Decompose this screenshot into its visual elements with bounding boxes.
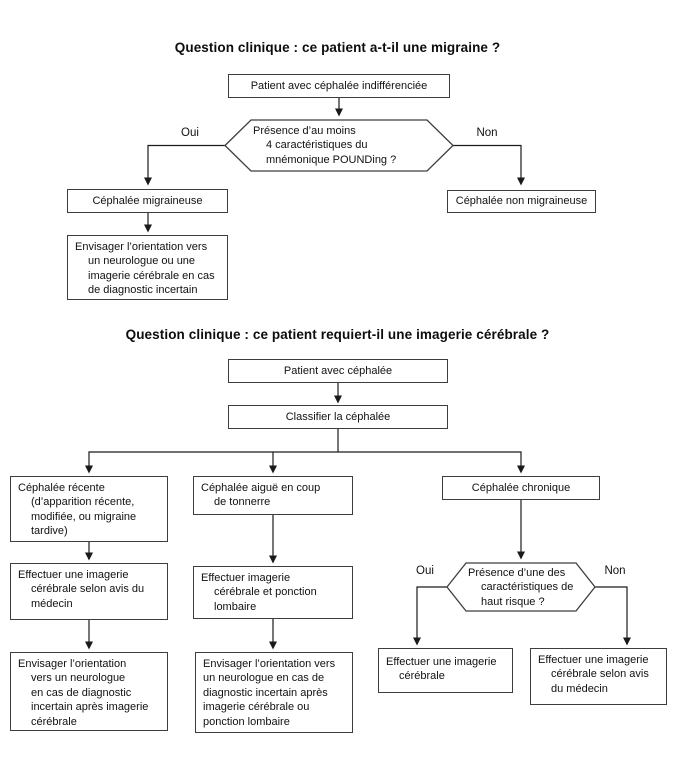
- node-effectuer-imagerie: Effectuer une imagerie cérébrale: [378, 648, 513, 693]
- label-oui-chart2: Oui: [416, 565, 434, 577]
- chart2-title: Question clinique : ce patient requiert-il une imagerie cérébrale ?: [125, 327, 550, 342]
- decision-pounding: [224, 119, 454, 172]
- node-imagerie-ponction-lombaire: Effectuer imagerie cérébrale et ponction lombaire: [193, 566, 353, 619]
- decision-haut-risque: [446, 562, 596, 612]
- decision-line: 4 caractéristiques du: [266, 139, 368, 152]
- node-orientation-apres-imagerie: Envisager l’orientation vers un neurologue en cas de diagnostic incertain après imagerie cérébrale: [10, 652, 168, 731]
- decision-line: Présence d’au moins: [253, 125, 356, 137]
- node-cephalee-recente: Céphalée récente (d’apparition récente, modifiée, ou migraine tardive): [10, 476, 168, 542]
- node-imagerie-selon-avis-medecin: Effectuer une imagerie cérébrale selon avis du médecin: [530, 648, 667, 705]
- arrow-oui-to-imagerie: [417, 587, 448, 644]
- label-oui-chart1: Oui: [181, 127, 199, 139]
- label-non-chart2: Non: [604, 565, 626, 577]
- label-non-chart1: Non: [476, 127, 498, 139]
- decision-line: mnémonique POUNDing ?: [266, 153, 397, 166]
- node-patient-cephalee-indifferenciee: Patient avec céphalée indifférenciée: [228, 74, 450, 98]
- node-classifier-cephalee: Classifier la céphalée: [228, 405, 448, 429]
- decision-line: Présence d’une des: [468, 567, 566, 579]
- node-orientation-apres-imagerie-ponction: Envisager l’orientation vers un neurologue en cas de diagnostic incertain après imagerie cérébrale ou ponction lombaire: [195, 652, 353, 733]
- node-cephalee-migraineuse: Céphalée migraineuse: [67, 189, 228, 213]
- node-cephalee-chronique: Céphalée chronique: [442, 476, 600, 500]
- node-imagerie-selon-avis: Effectuer une imagerie cérébrale selon avis du médecin: [10, 563, 168, 620]
- decision-line: haut risque ?: [481, 595, 545, 608]
- chart1-title: Question clinique : ce patient a-t-il une migraine ?: [174, 40, 501, 55]
- arrow-non-to-imagerie-avis: [594, 587, 627, 644]
- node-orientation-neurologue: Envisager l’orientation vers un neurologue ou une imagerie cérébrale en cas de diagnostic incertain: [67, 235, 228, 300]
- node-cephalee-non-migraineuse: Céphalée non migraineuse: [447, 190, 596, 213]
- node-patient-cephalee: Patient avec céphalée: [228, 359, 448, 383]
- arrow-non-to-non-migraineuse: [452, 146, 521, 185]
- node-cephalee-coup-de-tonnerre: Céphalée aiguë en coup de tonnerre: [193, 476, 353, 515]
- arrow-oui-to-migraineuse: [148, 146, 226, 185]
- decision-line: caractéristiques de: [481, 581, 574, 594]
